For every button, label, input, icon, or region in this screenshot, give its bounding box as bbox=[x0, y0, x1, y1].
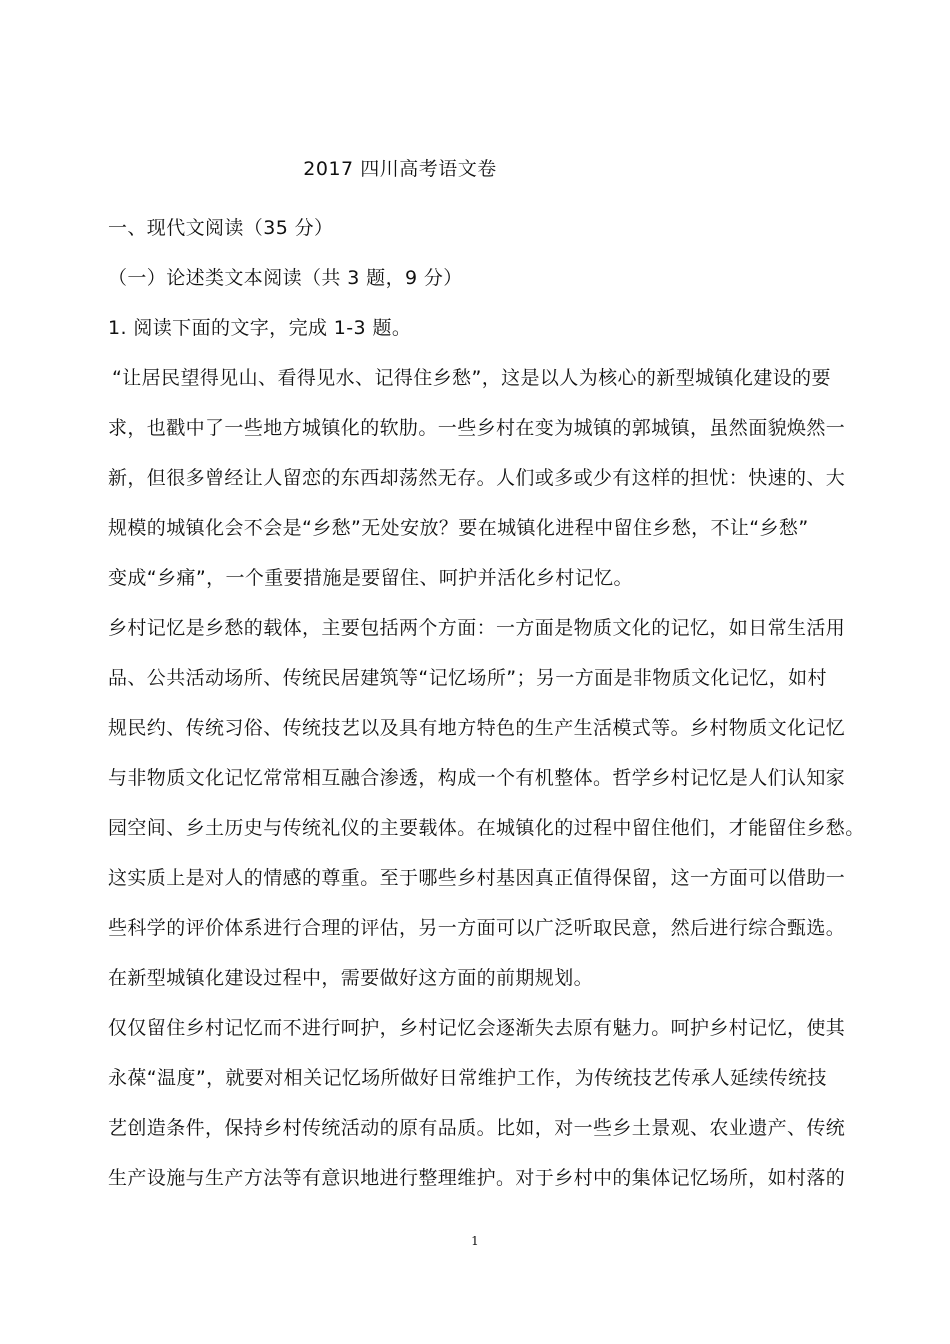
text-line: 生产设施与生产方法等有意识地进行整理维护。对于乡村中的集体记忆场所，如村落的 bbox=[108, 1167, 846, 1189]
text-line: 品、公共活动场所、传统民居建筑等“记忆场所”；另一方面是非物质文化记忆，如村 bbox=[108, 667, 827, 689]
subsection-heading: （一）论述类文本阅读（共 3 题，9 分） bbox=[108, 267, 463, 289]
text-line: 艺创造条件，保持乡村传统活动的原有品质。比如，对一些乡土景观、农业遗产、传统 bbox=[108, 1117, 846, 1139]
text-line: 在新型城镇化建设过程中，需要做好这方面的前期规划。 bbox=[108, 967, 594, 989]
text-line: 规民约、传统习俗、传统技艺以及具有地方特色的生产生活模式等。乡村物质文化记忆 bbox=[108, 717, 846, 739]
text-line: 求，也戳中了一些地方城镇化的软肋。一些乡村在变为城镇的郭城镇，虽然面貌焕然一 bbox=[108, 417, 846, 439]
text-line: 乡村记忆是乡愁的载体，主要包括两个方面：一方面是物质文化的记忆，如日常生活用 bbox=[108, 617, 846, 639]
text-line: 变成“乡痛”，一个重要措施是要留住、呵护并活化乡村记忆。 bbox=[108, 567, 633, 589]
text-line: 与非物质文化记忆常常相互融合渗透，构成一个有机整体。哲学乡村记忆是人们认知家 bbox=[108, 767, 846, 789]
text-line: 永葆“温度”，就要对相关记忆场所做好日常维护工作，为传统技艺传承人延续传统技 bbox=[108, 1067, 827, 1089]
text-line: 仅仅留住乡村记忆而不进行呵护，乡村记忆会逐渐失去原有魅力。呵护乡村记忆，使其 bbox=[108, 1017, 846, 1039]
text-line: 这实质上是对人的情感的尊重。至于哪些乡村基因真正值得保留，这一方面可以借助一 bbox=[108, 867, 846, 889]
document-body bbox=[108, 203, 865, 1203]
question-intro: 1. 阅读下面的文字，完成 1-3 题。 bbox=[108, 317, 412, 339]
page-number: 1 bbox=[471, 1234, 479, 1248]
text-line: “让居民望得见山、看得见水、记得住乡愁”，这是以人为核心的新型城镇化建设的要 bbox=[112, 367, 831, 389]
text-line: 新，但很多曾经让人留恋的东西却荡然无存。人们或多或少有这样的担忧：快速的、大 bbox=[108, 467, 846, 489]
text-line: 些科学的评价体系进行合理的评估，另一方面可以广泛听取民意，然后进行综合甄选。 bbox=[108, 917, 846, 939]
text-line: 园空间、乡土历史与传统礼仪的主要载体。在城镇化的过程中留住他们，才能留住乡愁。 bbox=[108, 817, 865, 839]
text-line: 规模的城镇化会不会是“乡愁”无处安放？要在城镇化进程中留住乡愁，不让“乡愁” bbox=[108, 517, 809, 539]
section-heading: 一、现代文阅读（35 分） bbox=[108, 217, 334, 239]
page-title: 2017 四川高考语文卷 bbox=[303, 158, 497, 180]
